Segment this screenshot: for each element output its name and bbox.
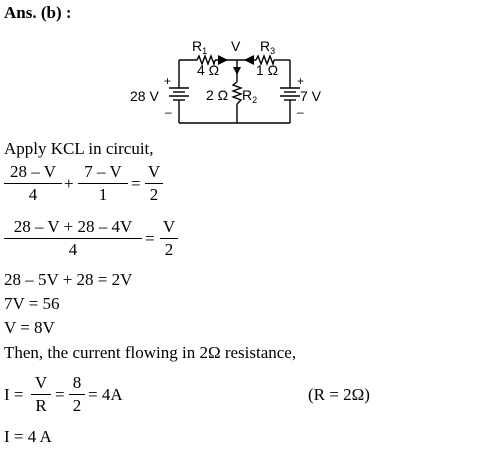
eq5: V = 8V	[4, 318, 55, 337]
r3-label: $R_3$	[260, 38, 276, 56]
then-text: Then, the current flowing in 2Ω resistance,	[4, 343, 297, 362]
eq7: I = 4 A	[4, 427, 52, 446]
r2-label: $R_2$	[242, 87, 258, 105]
eq1-frac1: 28 – V 4	[4, 162, 62, 205]
eq6-note: (R = 2Ω)	[308, 385, 370, 404]
source-left-value: 28 V	[130, 88, 159, 104]
apply-kcl-text: Apply KCL in circuit,	[4, 139, 154, 158]
answer-heading: Ans. (b) :	[4, 3, 72, 22]
arrow-down-icon	[233, 67, 241, 75]
eq6-frac2: 8 2	[69, 373, 85, 416]
source-right-value: 7 V	[300, 88, 322, 104]
eq6-lhs: I =	[4, 385, 24, 404]
right-minus: –	[297, 105, 304, 119]
eq1-frac2: 7 – V 1	[78, 162, 128, 205]
eq6-equals: =	[55, 385, 65, 404]
r1-label: $R_1$	[192, 38, 208, 56]
r3-value: 1 Ω	[256, 62, 279, 78]
eq3: 28 – 5V + 28 = 2V	[4, 270, 133, 289]
circuit-diagram	[0, 30, 481, 155]
eq1-frac3: V 2	[145, 162, 163, 205]
arrow-r1-icon	[218, 55, 228, 65]
left-minus: –	[165, 105, 172, 119]
r1-value: 4 Ω	[197, 62, 220, 78]
resistor-r2	[233, 82, 241, 104]
eq2-frac2: V 2	[160, 217, 178, 260]
arrow-r3-icon	[244, 55, 254, 65]
eq1-equals: =	[131, 174, 141, 193]
eq6-rhs: = 4A	[88, 385, 123, 404]
node-label: V	[231, 38, 241, 54]
r2-value: 2 Ω	[206, 87, 229, 103]
eq2-equals: =	[145, 229, 155, 248]
right-plus: +	[297, 74, 305, 88]
eq1-plus: +	[64, 174, 74, 193]
left-plus: +	[164, 74, 172, 88]
eq6-frac1: V R	[31, 373, 51, 416]
eq2-frac1: 28 – V + 28 – 4V 4	[4, 217, 142, 260]
eq4: 7V = 56	[4, 294, 60, 313]
